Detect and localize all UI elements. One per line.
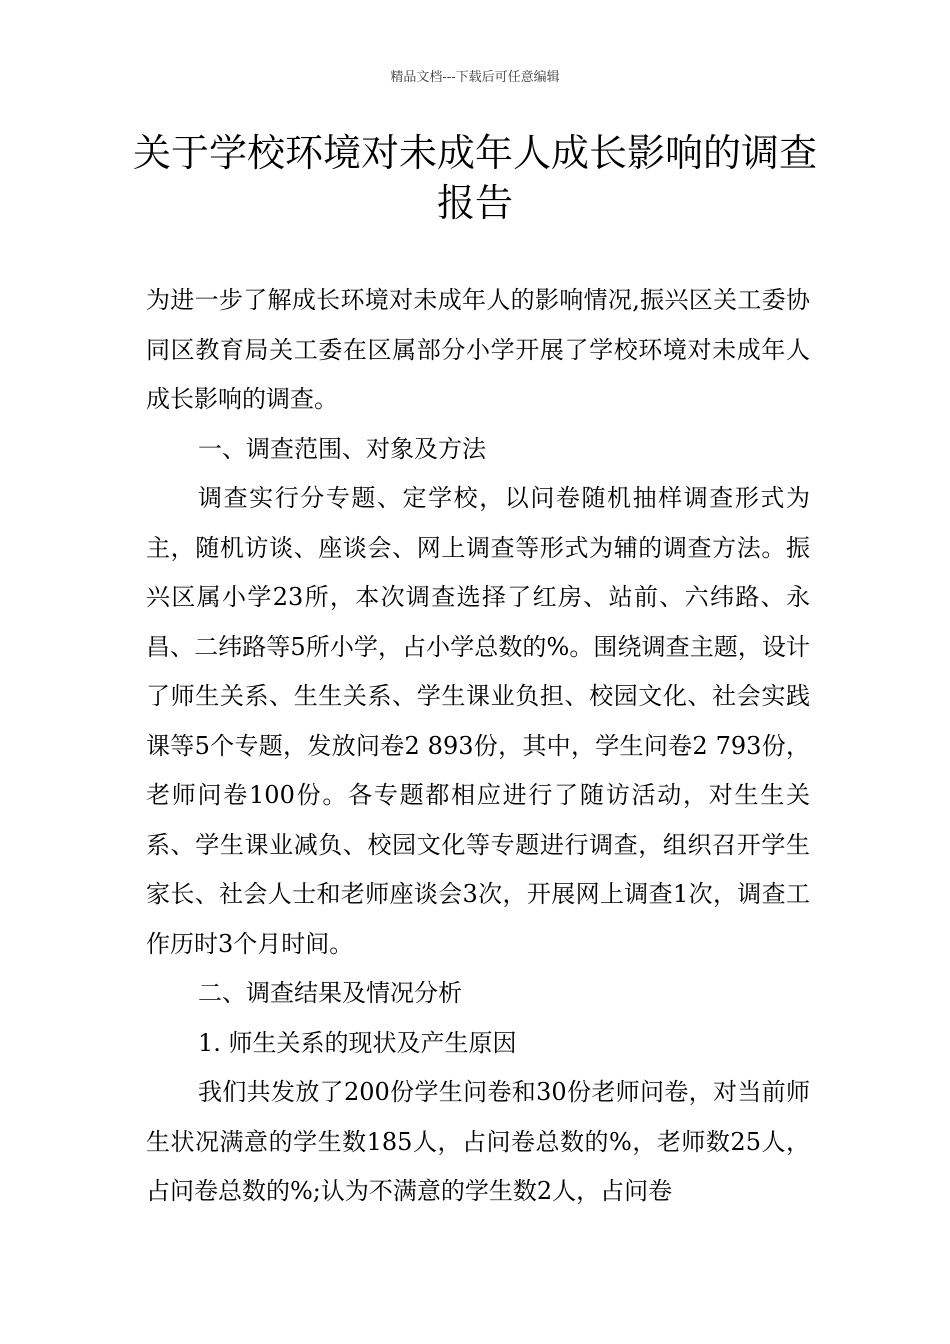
section-heading-2: 二、调查结果及情况分析 [198, 979, 462, 1007]
method-paragraph: 调查实行分专题、定学校，以问卷随机抽样调查形式为主，随机访谈、座谈会、网上调查等形式为辅的调查方法。振兴区属小学23所，本次调查选择了红房、站前、六纬路、永昌、二纬路等5所小学，占小学总数的%。围绕调查主题，设计了师生关系、生生关系、学生课业负担、校园文化、社会实践课等5个专题，发放问卷2 893份，其中，学生问卷2 793份，老师问卷100份。各专题都相应进行了随访活动，对生生关系、学生课业减负、校园文化等专题进行调查，组织召开学生家长、社会人士和老师座谈会3次，开展网上调查1次，调查工作历时3个月时间。 [146, 484, 810, 958]
subsection-heading-1: 1. 师生关系的现状及产生原因 [198, 1028, 517, 1057]
document-body [146, 276, 810, 1217]
header-note: 精品文档---下载后可任意编辑 [390, 70, 560, 85]
section-heading-1: 一、调查范围、对象及方法 [198, 434, 486, 463]
document-title: 关于学校环境对未成年人成长影响的调查报告 [132, 131, 817, 225]
intro-paragraph: 为进一步了解成长环境对未成年人的影响情况,振兴区关工委协同区教育局关工委在区属部分小学开展了学校环境对未成年人成长影响的调查。 [146, 286, 810, 413]
results-paragraph: 我们共发放了200份学生问卷和30份老师问卷，对当前师生状况满意的学生数185人，占问卷总数的%，老师数25人，占问卷总数的%;认为不满意的学生数2人，占问卷 [146, 1078, 810, 1205]
